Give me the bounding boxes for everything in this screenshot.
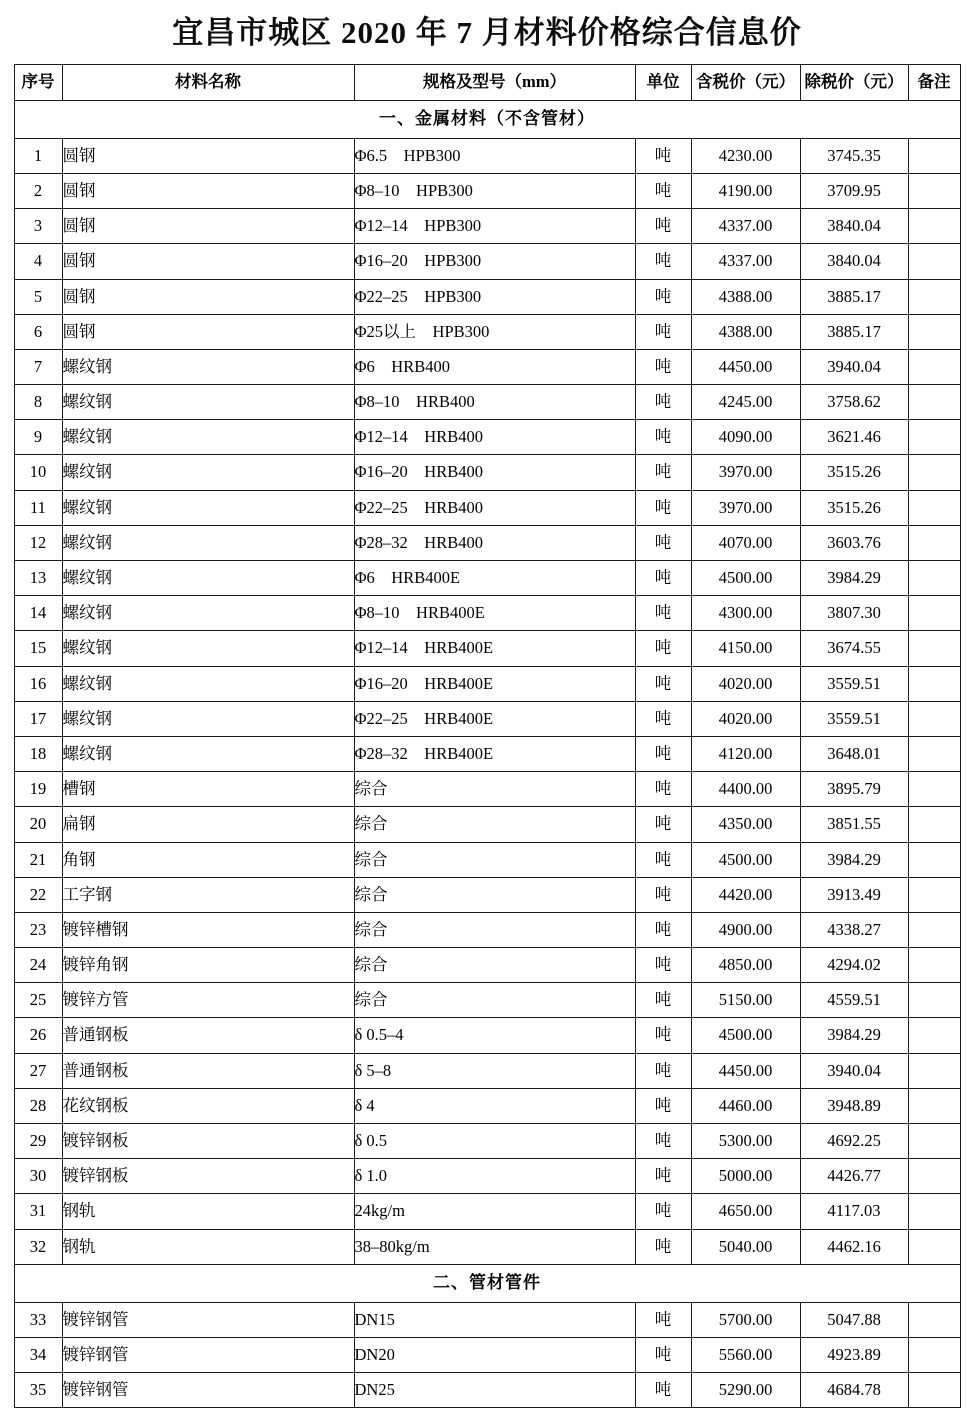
section-label: 一、金属材料（不含管材） bbox=[14, 100, 960, 138]
table-row bbox=[14, 561, 960, 596]
cell-tax-included-price: 4388.00 bbox=[691, 279, 800, 314]
cell-tax-included-price: 5560.00 bbox=[691, 1337, 800, 1372]
table-row bbox=[14, 490, 960, 525]
cell-unit: 吨 bbox=[635, 736, 691, 771]
cell-note bbox=[908, 948, 960, 983]
cell-material-name: 螺纹钢 bbox=[62, 490, 354, 525]
cell-material-name: 圆钢 bbox=[62, 314, 354, 349]
cell-index: 25 bbox=[14, 983, 62, 1018]
cell-index: 32 bbox=[14, 1229, 62, 1264]
cell-unit: 吨 bbox=[635, 1053, 691, 1088]
cell-tax-excluded-price: 3758.62 bbox=[800, 385, 908, 420]
table-row bbox=[14, 525, 960, 560]
cell-tax-excluded-price: 3674.55 bbox=[800, 631, 908, 666]
cell-material-name: 螺纹钢 bbox=[62, 666, 354, 701]
cell-tax-included-price: 5700.00 bbox=[691, 1302, 800, 1337]
cell-index: 28 bbox=[14, 1088, 62, 1123]
cell-note bbox=[908, 736, 960, 771]
table-row bbox=[14, 138, 960, 173]
cell-unit: 吨 bbox=[635, 631, 691, 666]
cell-material-name: 镀锌钢板 bbox=[62, 1124, 354, 1159]
cell-spec: 综合 bbox=[354, 948, 635, 983]
table-row bbox=[14, 1018, 960, 1053]
cell-tax-excluded-price: 3745.35 bbox=[800, 138, 908, 173]
table-row bbox=[14, 1229, 960, 1264]
cell-spec: Φ22–25 HPB300 bbox=[354, 279, 635, 314]
cell-spec: δ 4 bbox=[354, 1088, 635, 1123]
cell-unit: 吨 bbox=[635, 420, 691, 455]
cell-spec: Φ22–25 HRB400 bbox=[354, 490, 635, 525]
cell-index: 13 bbox=[14, 561, 62, 596]
cell-unit: 吨 bbox=[635, 490, 691, 525]
cell-tax-included-price: 4120.00 bbox=[691, 736, 800, 771]
table-row bbox=[14, 173, 960, 208]
cell-note bbox=[908, 631, 960, 666]
cell-tax-excluded-price: 3885.17 bbox=[800, 279, 908, 314]
cell-tax-excluded-price: 4692.25 bbox=[800, 1124, 908, 1159]
cell-tax-included-price: 4190.00 bbox=[691, 173, 800, 208]
cell-spec: 综合 bbox=[354, 772, 635, 807]
cell-tax-included-price: 5290.00 bbox=[691, 1373, 800, 1408]
cell-tax-excluded-price: 3913.49 bbox=[800, 877, 908, 912]
table-header bbox=[14, 64, 960, 100]
cell-unit: 吨 bbox=[635, 1088, 691, 1123]
cell-unit: 吨 bbox=[635, 138, 691, 173]
cell-index: 23 bbox=[14, 912, 62, 947]
table-row bbox=[14, 983, 960, 1018]
cell-tax-included-price: 4300.00 bbox=[691, 596, 800, 631]
cell-unit: 吨 bbox=[635, 209, 691, 244]
cell-tax-included-price: 4337.00 bbox=[691, 244, 800, 279]
cell-index: 11 bbox=[14, 490, 62, 525]
cell-material-name: 钢轨 bbox=[62, 1229, 354, 1264]
cell-spec: Φ6 HRB400E bbox=[354, 561, 635, 596]
cell-spec: DN25 bbox=[354, 1373, 635, 1408]
cell-tax-excluded-price: 3984.29 bbox=[800, 1018, 908, 1053]
table-row bbox=[14, 877, 960, 912]
cell-index: 5 bbox=[14, 279, 62, 314]
cell-spec: δ 1.0 bbox=[354, 1159, 635, 1194]
cell-tax-excluded-price: 3648.01 bbox=[800, 736, 908, 771]
cell-tax-included-price: 4450.00 bbox=[691, 1053, 800, 1088]
table-row bbox=[14, 807, 960, 842]
cell-tax-included-price: 4245.00 bbox=[691, 385, 800, 420]
table-section-row bbox=[14, 1264, 960, 1302]
cell-tax-included-price: 4090.00 bbox=[691, 420, 800, 455]
cell-tax-excluded-price: 3709.95 bbox=[800, 173, 908, 208]
cell-spec: δ 0.5–4 bbox=[354, 1018, 635, 1053]
cell-material-name: 圆钢 bbox=[62, 209, 354, 244]
cell-tax-included-price: 5300.00 bbox=[691, 1124, 800, 1159]
cell-note bbox=[908, 173, 960, 208]
cell-unit: 吨 bbox=[635, 173, 691, 208]
cell-spec: Φ6 HRB400 bbox=[354, 349, 635, 384]
cell-tax-excluded-price: 3940.04 bbox=[800, 349, 908, 384]
cell-note bbox=[908, 1302, 960, 1337]
table-row bbox=[14, 314, 960, 349]
cell-tax-excluded-price: 3621.46 bbox=[800, 420, 908, 455]
cell-material-name: 圆钢 bbox=[62, 279, 354, 314]
cell-note bbox=[908, 385, 960, 420]
cell-note bbox=[908, 1337, 960, 1372]
cell-tax-included-price: 4070.00 bbox=[691, 525, 800, 560]
cell-tax-included-price: 4500.00 bbox=[691, 1018, 800, 1053]
cell-note bbox=[908, 1018, 960, 1053]
cell-index: 24 bbox=[14, 948, 62, 983]
cell-note bbox=[908, 455, 960, 490]
cell-tax-included-price: 4400.00 bbox=[691, 772, 800, 807]
cell-tax-excluded-price: 4338.27 bbox=[800, 912, 908, 947]
table-row bbox=[14, 666, 960, 701]
cell-unit: 吨 bbox=[635, 314, 691, 349]
cell-note bbox=[908, 1229, 960, 1264]
cell-material-name: 螺纹钢 bbox=[62, 385, 354, 420]
cell-index: 6 bbox=[14, 314, 62, 349]
table-row bbox=[14, 772, 960, 807]
cell-index: 34 bbox=[14, 1337, 62, 1372]
cell-material-name: 槽钢 bbox=[62, 772, 354, 807]
cell-tax-included-price: 3970.00 bbox=[691, 490, 800, 525]
cell-index: 33 bbox=[14, 1302, 62, 1337]
cell-index: 18 bbox=[14, 736, 62, 771]
cell-tax-excluded-price: 3515.26 bbox=[800, 455, 908, 490]
table-row bbox=[14, 1088, 960, 1123]
table-row bbox=[14, 596, 960, 631]
cell-note bbox=[908, 983, 960, 1018]
table-row bbox=[14, 1194, 960, 1229]
cell-unit: 吨 bbox=[635, 1373, 691, 1408]
cell-unit: 吨 bbox=[635, 1159, 691, 1194]
table-row bbox=[14, 736, 960, 771]
table-header-row bbox=[14, 64, 960, 100]
cell-spec: DN20 bbox=[354, 1337, 635, 1372]
cell-index: 30 bbox=[14, 1159, 62, 1194]
cell-tax-excluded-price: 3851.55 bbox=[800, 807, 908, 842]
cell-spec: Φ8–10 HPB300 bbox=[354, 173, 635, 208]
section-label: 二、管材管件 bbox=[14, 1264, 960, 1302]
cell-index: 9 bbox=[14, 420, 62, 455]
cell-spec: 综合 bbox=[354, 983, 635, 1018]
table-row bbox=[14, 1124, 960, 1159]
cell-note bbox=[908, 1373, 960, 1408]
cell-material-name: 螺纹钢 bbox=[62, 525, 354, 560]
cell-note bbox=[908, 349, 960, 384]
cell-unit: 吨 bbox=[635, 279, 691, 314]
cell-material-name: 螺纹钢 bbox=[62, 420, 354, 455]
cell-unit: 吨 bbox=[635, 1337, 691, 1372]
cell-unit: 吨 bbox=[635, 807, 691, 842]
cell-index: 1 bbox=[14, 138, 62, 173]
cell-index: 35 bbox=[14, 1373, 62, 1408]
table-row bbox=[14, 455, 960, 490]
cell-tax-excluded-price: 3885.17 bbox=[800, 314, 908, 349]
cell-index: 16 bbox=[14, 666, 62, 701]
cell-material-name: 螺纹钢 bbox=[62, 455, 354, 490]
cell-material-name: 角钢 bbox=[62, 842, 354, 877]
cell-material-name: 扁钢 bbox=[62, 807, 354, 842]
table-row bbox=[14, 349, 960, 384]
cell-material-name: 螺纹钢 bbox=[62, 701, 354, 736]
cell-spec: δ 5–8 bbox=[354, 1053, 635, 1088]
cell-index: 31 bbox=[14, 1194, 62, 1229]
cell-material-name: 螺纹钢 bbox=[62, 631, 354, 666]
cell-material-name: 螺纹钢 bbox=[62, 596, 354, 631]
table-body bbox=[14, 100, 960, 1408]
cell-material-name: 钢轨 bbox=[62, 1194, 354, 1229]
cell-tax-excluded-price: 3559.51 bbox=[800, 701, 908, 736]
cell-tax-excluded-price: 3603.76 bbox=[800, 525, 908, 560]
cell-tax-included-price: 5040.00 bbox=[691, 1229, 800, 1264]
table-row bbox=[14, 701, 960, 736]
cell-note bbox=[908, 877, 960, 912]
table-row bbox=[14, 385, 960, 420]
cell-tax-excluded-price: 4117.03 bbox=[800, 1194, 908, 1229]
column-header-tax-included: 含税价（元） bbox=[691, 64, 800, 100]
cell-tax-included-price: 4460.00 bbox=[691, 1088, 800, 1123]
cell-material-name: 工字钢 bbox=[62, 877, 354, 912]
table-row bbox=[14, 420, 960, 455]
cell-spec: 综合 bbox=[354, 807, 635, 842]
cell-tax-excluded-price: 3840.04 bbox=[800, 209, 908, 244]
cell-spec: Φ8–10 HRB400 bbox=[354, 385, 635, 420]
cell-tax-included-price: 3970.00 bbox=[691, 455, 800, 490]
cell-spec: 38–80kg/m bbox=[354, 1229, 635, 1264]
cell-unit: 吨 bbox=[635, 877, 691, 912]
cell-material-name: 镀锌角钢 bbox=[62, 948, 354, 983]
cell-note bbox=[908, 1053, 960, 1088]
cell-tax-included-price: 4450.00 bbox=[691, 349, 800, 384]
cell-spec: Φ28–32 HRB400 bbox=[354, 525, 635, 560]
table-row bbox=[14, 209, 960, 244]
cell-material-name: 螺纹钢 bbox=[62, 736, 354, 771]
cell-tax-excluded-price: 3940.04 bbox=[800, 1053, 908, 1088]
cell-unit: 吨 bbox=[635, 561, 691, 596]
cell-material-name: 花纹钢板 bbox=[62, 1088, 354, 1123]
cell-unit: 吨 bbox=[635, 912, 691, 947]
cell-index: 14 bbox=[14, 596, 62, 631]
cell-spec: Φ16–20 HRB400E bbox=[354, 666, 635, 701]
cell-spec: 综合 bbox=[354, 877, 635, 912]
page-title: 宜昌市城区 2020 年 7 月材料价格综合信息价 bbox=[172, 15, 802, 50]
cell-unit: 吨 bbox=[635, 701, 691, 736]
cell-spec: Φ16–20 HPB300 bbox=[354, 244, 635, 279]
cell-spec: Φ16–20 HRB400 bbox=[354, 455, 635, 490]
cell-tax-excluded-price: 3895.79 bbox=[800, 772, 908, 807]
table-section-row bbox=[14, 100, 960, 138]
cell-note bbox=[908, 244, 960, 279]
cell-note bbox=[908, 1194, 960, 1229]
cell-tax-included-price: 4420.00 bbox=[691, 877, 800, 912]
cell-index: 12 bbox=[14, 525, 62, 560]
cell-unit: 吨 bbox=[635, 455, 691, 490]
cell-material-name: 镀锌槽钢 bbox=[62, 912, 354, 947]
cell-note bbox=[908, 525, 960, 560]
cell-tax-included-price: 4500.00 bbox=[691, 842, 800, 877]
cell-tax-excluded-price: 3984.29 bbox=[800, 842, 908, 877]
cell-tax-included-price: 5150.00 bbox=[691, 983, 800, 1018]
cell-tax-excluded-price: 3984.29 bbox=[800, 561, 908, 596]
cell-unit: 吨 bbox=[635, 244, 691, 279]
cell-unit: 吨 bbox=[635, 525, 691, 560]
table-row bbox=[14, 1337, 960, 1372]
cell-note bbox=[908, 209, 960, 244]
cell-spec: Φ25以上 HPB300 bbox=[354, 314, 635, 349]
cell-spec: Φ12–14 HRB400 bbox=[354, 420, 635, 455]
cell-tax-excluded-price: 5047.88 bbox=[800, 1302, 908, 1337]
cell-index: 26 bbox=[14, 1018, 62, 1053]
cell-index: 27 bbox=[14, 1053, 62, 1088]
cell-tax-excluded-price: 3840.04 bbox=[800, 244, 908, 279]
table-row bbox=[14, 948, 960, 983]
cell-index: 21 bbox=[14, 842, 62, 877]
cell-index: 29 bbox=[14, 1124, 62, 1159]
cell-note bbox=[908, 314, 960, 349]
cell-index: 22 bbox=[14, 877, 62, 912]
cell-note bbox=[908, 807, 960, 842]
cell-tax-excluded-price: 4294.02 bbox=[800, 948, 908, 983]
cell-unit: 吨 bbox=[635, 842, 691, 877]
table-row bbox=[14, 1302, 960, 1337]
cell-unit: 吨 bbox=[635, 1302, 691, 1337]
cell-tax-included-price: 4900.00 bbox=[691, 912, 800, 947]
table-row bbox=[14, 1373, 960, 1408]
cell-tax-included-price: 4150.00 bbox=[691, 631, 800, 666]
column-header-note: 备注 bbox=[908, 64, 960, 100]
cell-material-name: 圆钢 bbox=[62, 173, 354, 208]
cell-material-name: 镀锌钢管 bbox=[62, 1337, 354, 1372]
cell-index: 7 bbox=[14, 349, 62, 384]
material-price-table bbox=[14, 64, 961, 1408]
cell-note bbox=[908, 1159, 960, 1194]
cell-spec: δ 0.5 bbox=[354, 1124, 635, 1159]
cell-tax-excluded-price: 4684.78 bbox=[800, 1373, 908, 1408]
cell-tax-included-price: 4020.00 bbox=[691, 666, 800, 701]
cell-unit: 吨 bbox=[635, 596, 691, 631]
cell-spec: Φ6.5 HPB300 bbox=[354, 138, 635, 173]
column-header-material: 材料名称 bbox=[62, 64, 354, 100]
table-row bbox=[14, 842, 960, 877]
cell-tax-included-price: 5000.00 bbox=[691, 1159, 800, 1194]
column-header-unit: 单位 bbox=[635, 64, 691, 100]
cell-tax-included-price: 4850.00 bbox=[691, 948, 800, 983]
cell-index: 2 bbox=[14, 173, 62, 208]
cell-tax-excluded-price: 3515.26 bbox=[800, 490, 908, 525]
cell-spec: 24kg/m bbox=[354, 1194, 635, 1229]
cell-index: 20 bbox=[14, 807, 62, 842]
cell-unit: 吨 bbox=[635, 385, 691, 420]
cell-note bbox=[908, 666, 960, 701]
cell-tax-included-price: 4350.00 bbox=[691, 807, 800, 842]
cell-material-name: 螺纹钢 bbox=[62, 349, 354, 384]
cell-note bbox=[908, 701, 960, 736]
cell-tax-excluded-price: 3807.30 bbox=[800, 596, 908, 631]
cell-tax-excluded-price: 3559.51 bbox=[800, 666, 908, 701]
cell-material-name: 普通钢板 bbox=[62, 1018, 354, 1053]
cell-index: 10 bbox=[14, 455, 62, 490]
cell-unit: 吨 bbox=[635, 666, 691, 701]
cell-spec: DN15 bbox=[354, 1302, 635, 1337]
table-row bbox=[14, 912, 960, 947]
table-row bbox=[14, 279, 960, 314]
cell-note bbox=[908, 842, 960, 877]
cell-tax-excluded-price: 4462.16 bbox=[800, 1229, 908, 1264]
cell-material-name: 圆钢 bbox=[62, 138, 354, 173]
table-row bbox=[14, 1159, 960, 1194]
cell-tax-excluded-price: 3948.89 bbox=[800, 1088, 908, 1123]
cell-unit: 吨 bbox=[635, 1194, 691, 1229]
cell-note bbox=[908, 1088, 960, 1123]
cell-tax-included-price: 4388.00 bbox=[691, 314, 800, 349]
cell-spec: 综合 bbox=[354, 912, 635, 947]
cell-material-name: 镀锌方管 bbox=[62, 983, 354, 1018]
cell-unit: 吨 bbox=[635, 1018, 691, 1053]
table-row bbox=[14, 1053, 960, 1088]
cell-material-name: 镀锌钢管 bbox=[62, 1302, 354, 1337]
cell-tax-included-price: 4230.00 bbox=[691, 138, 800, 173]
cell-unit: 吨 bbox=[635, 772, 691, 807]
cell-tax-included-price: 4500.00 bbox=[691, 561, 800, 596]
cell-material-name: 圆钢 bbox=[62, 244, 354, 279]
cell-unit: 吨 bbox=[635, 1229, 691, 1264]
cell-tax-excluded-price: 4923.89 bbox=[800, 1337, 908, 1372]
column-header-tax-excluded: 除税价（元） bbox=[800, 64, 908, 100]
cell-unit: 吨 bbox=[635, 1124, 691, 1159]
cell-note bbox=[908, 279, 960, 314]
cell-note bbox=[908, 420, 960, 455]
cell-material-name: 镀锌钢管 bbox=[62, 1373, 354, 1408]
cell-note bbox=[908, 596, 960, 631]
cell-note bbox=[908, 1124, 960, 1159]
column-header-spec: 规格及型号（mm） bbox=[354, 64, 635, 100]
cell-note bbox=[908, 772, 960, 807]
table-row bbox=[14, 244, 960, 279]
cell-tax-included-price: 4650.00 bbox=[691, 1194, 800, 1229]
cell-spec: Φ28–32 HRB400E bbox=[354, 736, 635, 771]
cell-index: 8 bbox=[14, 385, 62, 420]
cell-spec: Φ22–25 HRB400E bbox=[354, 701, 635, 736]
cell-tax-excluded-price: 4426.77 bbox=[800, 1159, 908, 1194]
cell-note bbox=[908, 912, 960, 947]
cell-spec: 综合 bbox=[354, 842, 635, 877]
cell-tax-included-price: 4337.00 bbox=[691, 209, 800, 244]
cell-note bbox=[908, 561, 960, 596]
cell-unit: 吨 bbox=[635, 948, 691, 983]
cell-index: 19 bbox=[14, 772, 62, 807]
cell-unit: 吨 bbox=[635, 349, 691, 384]
cell-spec: Φ12–14 HRB400E bbox=[354, 631, 635, 666]
cell-index: 3 bbox=[14, 209, 62, 244]
cell-spec: Φ12–14 HPB300 bbox=[354, 209, 635, 244]
cell-index: 15 bbox=[14, 631, 62, 666]
cell-tax-excluded-price: 4559.51 bbox=[800, 983, 908, 1018]
column-header-index: 序号 bbox=[14, 64, 62, 100]
cell-spec: Φ8–10 HRB400E bbox=[354, 596, 635, 631]
cell-tax-included-price: 4020.00 bbox=[691, 701, 800, 736]
table-row bbox=[14, 631, 960, 666]
cell-note bbox=[908, 490, 960, 525]
cell-unit: 吨 bbox=[635, 983, 691, 1018]
cell-material-name: 镀锌钢板 bbox=[62, 1159, 354, 1194]
cell-material-name: 普通钢板 bbox=[62, 1053, 354, 1088]
cell-note bbox=[908, 138, 960, 173]
cell-material-name: 螺纹钢 bbox=[62, 561, 354, 596]
cell-index: 17 bbox=[14, 701, 62, 736]
cell-index: 4 bbox=[14, 244, 62, 279]
